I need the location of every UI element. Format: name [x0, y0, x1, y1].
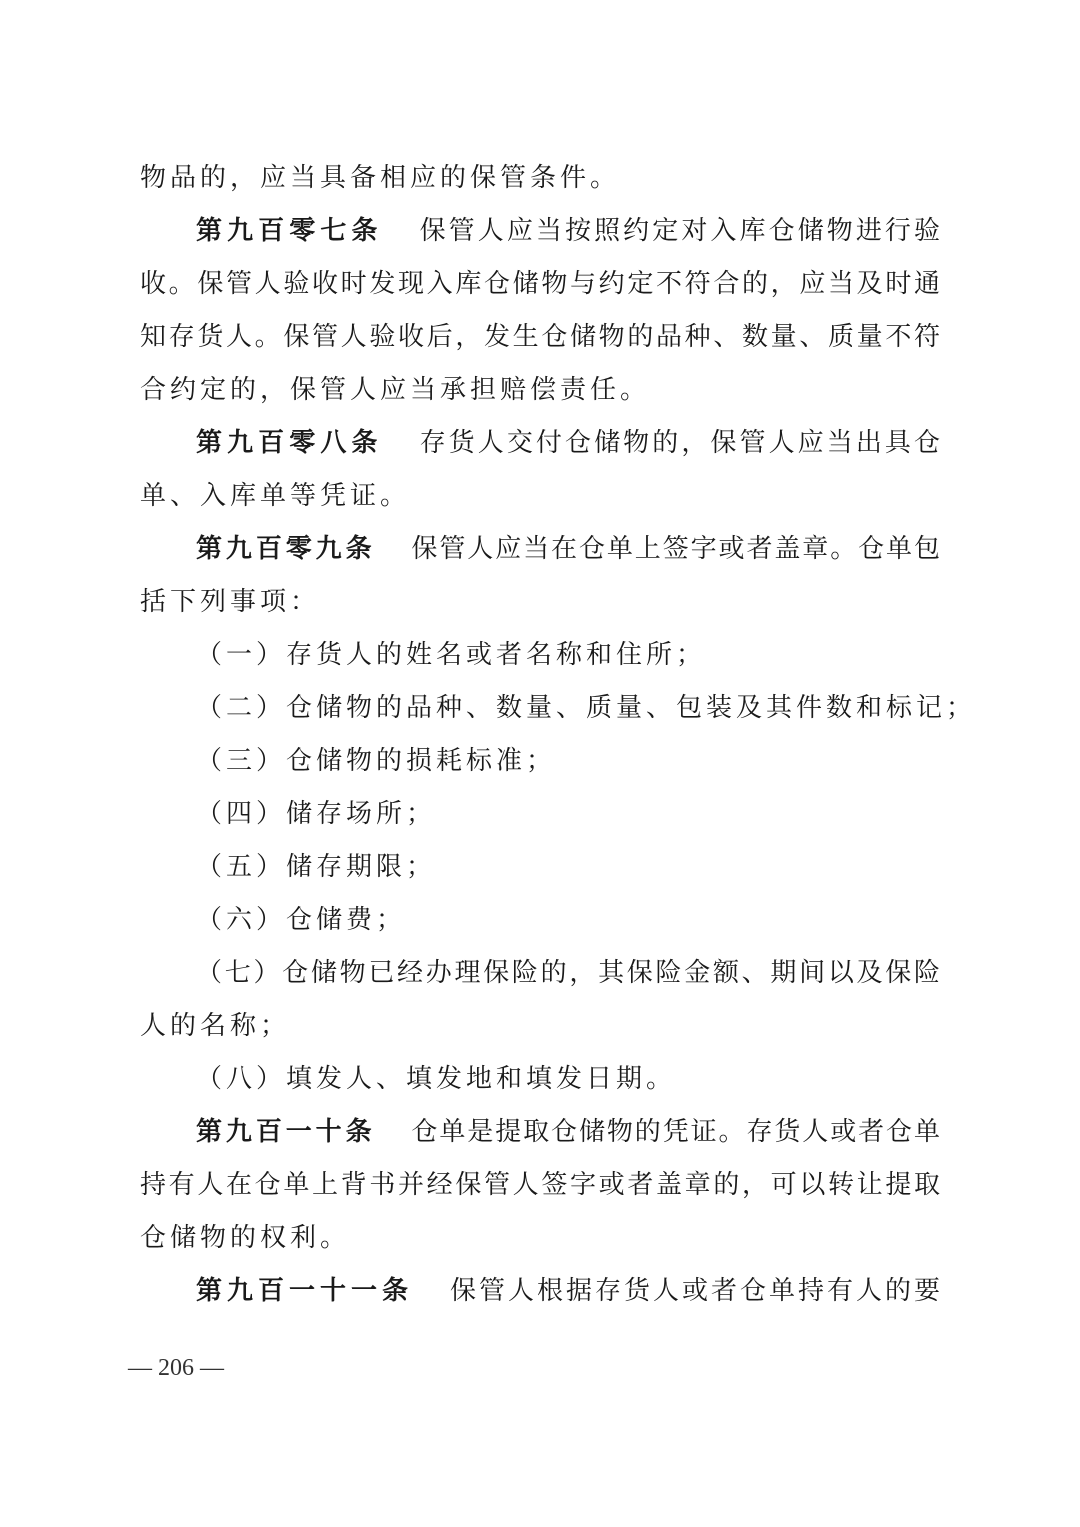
line-text: 仓储物的权利。	[140, 1223, 351, 1253]
line-text: 知存货人。保管人验收后，发生仓储物的品种、数量、质量不符	[140, 322, 940, 352]
line-text: （三）仓储物的损耗标准；	[196, 746, 557, 776]
text-line	[140, 894, 940, 947]
line-text: 仓单是提取仓储物的凭证。存货人或者仓单	[409, 1117, 940, 1147]
text-line	[140, 735, 940, 788]
text-line	[140, 947, 940, 1000]
line-text: （七）仓储物已经办理保险的，其保险金额、期间以及保险	[196, 958, 940, 988]
text-line	[140, 1159, 940, 1212]
article-first-line	[140, 417, 940, 470]
text-line	[140, 311, 940, 364]
article-first-line	[140, 1106, 940, 1159]
line-text: 括下列事项：	[140, 587, 321, 617]
line-text: 合约定的，保管人应当承担赔偿责任。	[140, 375, 651, 405]
page-number: — 206 —	[128, 1355, 224, 1381]
text-line	[140, 152, 940, 205]
line-text: （六）仓储费；	[196, 905, 407, 935]
article-heading: 第九百零八条	[196, 428, 383, 458]
line-text: （一）存货人的姓名或者名称和住所；	[196, 640, 707, 670]
text-line	[140, 576, 940, 629]
line-text: 收。保管人验收时发现入库仓储物与约定不符合的，应当及时通	[140, 269, 940, 299]
line-text: （五）储存期限；	[196, 852, 437, 882]
line-text: 单、入库单等凭证。	[140, 481, 411, 511]
line-text: （八）填发人、填发地和填发日期。	[196, 1064, 677, 1094]
text-line	[140, 629, 940, 682]
line-text: （二）仓储物的品种、数量、质量、包装及其件数和标记；	[196, 693, 977, 723]
line-text: 持有人在仓单上背书并经保管人签字或者盖章的，可以转让提取	[140, 1170, 940, 1200]
text-line	[140, 258, 940, 311]
article-heading: 第九百零九条	[196, 534, 376, 564]
article-heading: 第九百一十条	[196, 1117, 376, 1147]
text-line	[140, 788, 940, 841]
text-line	[140, 364, 940, 417]
article-first-line	[140, 1265, 940, 1318]
line-text: 存货人交付仓储物的，保管人应当出具仓	[416, 428, 940, 458]
text-line	[140, 1000, 940, 1053]
line-text: （四）储存场所；	[196, 799, 437, 829]
text-line	[140, 1212, 940, 1265]
line-text: 物品的，应当具备相应的保管条件。	[140, 163, 621, 193]
page-body	[140, 152, 977, 1318]
article-heading: 第九百一十一条	[196, 1276, 413, 1306]
line-text: 保管人应当在仓单上签字或者盖章。仓单包	[409, 534, 940, 564]
article-heading: 第九百零七条	[196, 216, 383, 246]
line-text: 人的名称；	[140, 1011, 291, 1041]
text-line	[140, 841, 940, 894]
text-line	[140, 470, 940, 523]
article-first-line	[140, 205, 940, 258]
line-text: 保管人根据存货人或者仓单持有人的要	[447, 1276, 940, 1306]
article-first-line	[140, 523, 940, 576]
line-text: 保管人应当按照约定对入库仓储物进行验	[416, 216, 940, 246]
text-line	[140, 1053, 940, 1106]
text-line	[140, 682, 977, 735]
